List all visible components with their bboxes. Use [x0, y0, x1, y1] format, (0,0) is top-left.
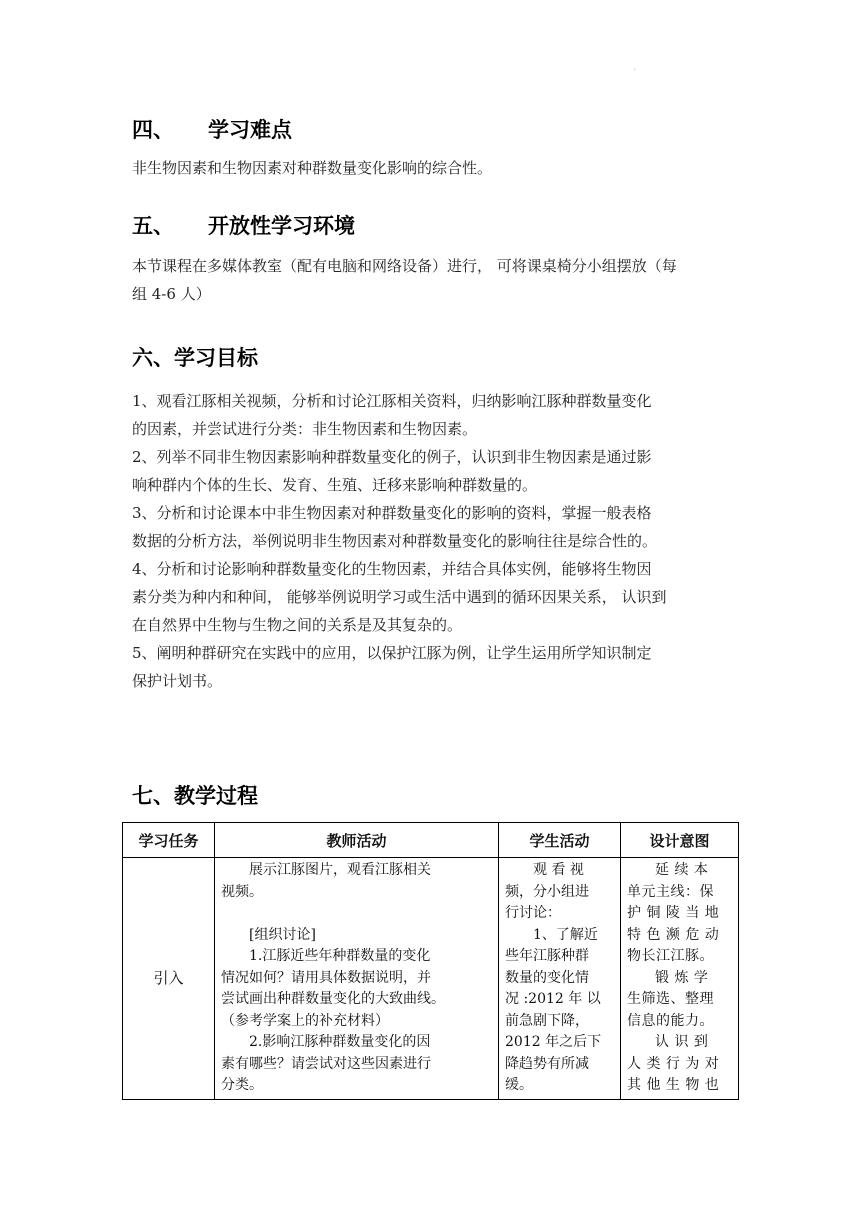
column-header-student: 学生活动	[499, 823, 621, 858]
cell-line: 物长江江豚。	[627, 948, 714, 964]
column-header-intent: 设计意图	[621, 823, 739, 858]
objective-line: 素分类为种内和种间， 能够举例说明学习或生活中遇到的循环因果关系， 认识到	[132, 588, 667, 606]
objective-line: 4、分析和讨论影响种群数量变化的生物因素，并结合具体实例，能够将生物因	[132, 560, 652, 578]
corner-mark: '	[634, 68, 636, 75]
section-5-text	[132, 252, 732, 308]
objective-line: 3、分析和讨论课本中非生物因素对种群数量变化的影响的资料，掌握一般表格	[132, 504, 652, 522]
cell-line: 人 类 行 为 对	[627, 1055, 720, 1072]
cell-line: 前急剧下降，	[505, 1012, 589, 1029]
cell-line: 特 色 濒 危 动	[627, 926, 720, 943]
cell-line: 数量的变化情	[505, 969, 589, 986]
cell-line: 尝试画出种群数量变化的大致曲线。	[221, 991, 445, 1007]
cell-line: 认 识 到	[655, 1034, 709, 1050]
cell-line: 情况如何？请用具体数据说明，并	[221, 969, 431, 986]
section-heading-7: 七、教学过程	[132, 784, 258, 808]
cell-line: 况 :2012 年 以	[505, 991, 601, 1007]
cell-line: 延 续 本	[655, 862, 709, 878]
cell-line: 缓。	[505, 1077, 533, 1093]
cell-line: 锻 炼 学	[655, 969, 709, 986]
paragraph-line: 组 4-6 人）	[132, 285, 211, 303]
objective-line: 响种群内个体的生长、发育、生殖、迁移来影响种群数量的。	[132, 476, 538, 494]
cell-line: [组织讨论]	[249, 926, 316, 943]
cell-line: 生筛选、整理	[627, 991, 714, 1007]
cell-line: 分类。	[221, 1077, 263, 1093]
cell-line: （参考学案上的补充材料）	[221, 1012, 389, 1029]
paragraph-line: 非生物因素和生物因素对种群数量变化影响的综合性。	[132, 159, 493, 177]
task-cell: 引入	[123, 858, 215, 1100]
objective-line: 的因素，并尝试进行分类：非生物因素和生物因素。	[132, 420, 478, 438]
table-header-row	[123, 823, 739, 858]
objective-line: 5、阐明种群研究在实践中的应用，以保护江豚为例，让学生运用所学知识制定	[132, 644, 652, 662]
paragraph-line: 本节课程在多媒体教室（配有电脑和网络设备）进行， 可将课桌椅分小组摆放（每	[132, 257, 677, 275]
cell-line: 信息的能力。	[627, 1012, 714, 1029]
cell-line: 2.影响江豚种群数量变化的因	[249, 1034, 431, 1050]
cell-line: 1、了解近	[533, 926, 598, 943]
design-intent-cell	[621, 858, 739, 1100]
section-4-text	[132, 154, 732, 182]
cell-line: 展示江豚图片，观看江豚相关	[249, 862, 431, 878]
section-heading-4	[132, 114, 292, 144]
learning-objectives	[132, 387, 732, 695]
student-activity-cell	[499, 858, 621, 1100]
cell-line: 视频。	[221, 883, 263, 900]
cell-line: 频，分小组进	[505, 883, 589, 900]
column-header-task: 学习任务	[123, 823, 215, 858]
section-heading-5	[132, 210, 355, 240]
cell-line: 降趋势有所减	[505, 1055, 589, 1072]
objective-line: 在自然界中生物与生物之间的关系是及其复杂的。	[132, 616, 463, 634]
objective-line: 2、列举不同非生物因素影响种群数量变化的例子，认识到非生物因素是通过影	[132, 448, 652, 466]
cell-line: 单元主线：保	[627, 883, 714, 900]
cell-line: 护 铜 陵 当 地	[627, 905, 720, 921]
cell-line	[221, 903, 492, 925]
section-heading-6: 六、学习目标	[132, 346, 258, 370]
objective-line: 数据的分析方法，举例说明非生物因素对种群数量变化的影响往往是综合性的。	[132, 532, 658, 550]
cell-line: 行讨论：	[505, 905, 561, 921]
teaching-process-table	[122, 822, 739, 1100]
cell-line: 素有哪些？请尝试对这些因素进行	[221, 1055, 431, 1072]
column-header-teacher: 教师活动	[215, 823, 499, 858]
cell-line: 2012 年之后下	[505, 1034, 602, 1050]
teacher-activity-cell	[215, 858, 499, 1100]
section-title: 开放性学习环境	[208, 214, 355, 238]
objective-line: 1、观看江豚相关视频，分析和讨论江豚相关资料，归纳影响江豚种群数量变化	[132, 392, 652, 410]
cell-line: 些年江豚种群	[505, 948, 589, 964]
cell-line: 1.江豚近些年种群数量的变化	[249, 948, 431, 964]
cell-line: 其 他 生 物 也	[627, 1077, 720, 1093]
section-title: 学习难点	[208, 118, 292, 142]
table-row	[123, 858, 739, 1100]
section-number: 四、	[132, 118, 174, 142]
objective-line: 保护计划书。	[132, 672, 223, 690]
section-number: 五、	[132, 214, 174, 238]
cell-line: 观 看 视	[533, 862, 584, 878]
